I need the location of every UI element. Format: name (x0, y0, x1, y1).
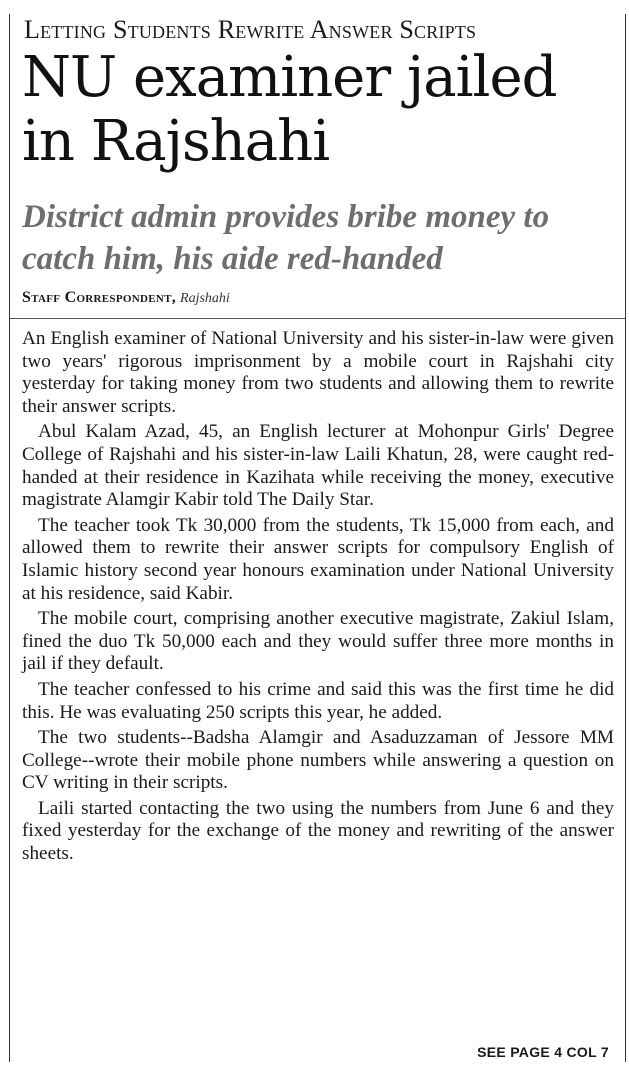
article-headline: NU examiner jailed in Rajshahi (22, 45, 557, 174)
byline (22, 288, 230, 309)
continuation-link[interactable]: SEE PAGE 4 COL 7 (477, 1044, 609, 1060)
article-paragraph: The mobile court, comprising another executive magistrate, Zakiul Islam, fined the duo Tk 50,000 each and they would suffer three more months in jail if they default. (22, 608, 614, 675)
article-body (22, 328, 614, 869)
article-kicker: Letting Students Rewrite Answer Scripts (24, 15, 477, 44)
article-paragraph: Laili started contacting the two using the numbers from June 6 and they fixed yesterday for the exchange of the money and rewriting of the answer sheets. (22, 797, 614, 865)
article-paragraph: The teacher confessed to his crime and said this was the first time he did this. He was evaluating 250 scripts this year, he added. (22, 678, 614, 723)
article-paragraph: The teacher took Tk 30,000 from the students, Tk 15,000 from each, and allowed them to rewrite their answer scripts for compulsory English of Islamic history second year honours examination under National University at his residence, said Kabir. (22, 514, 614, 604)
article-subheadline: District admin provides bribe money to catch him, his aide red-handed (22, 199, 550, 277)
byline-divider (10, 318, 625, 319)
byline-author: Staff Correspondent, (22, 289, 177, 306)
article-paragraph: Abul Kalam Azad, 45, an English lecturer at Mohonpur Girls' Degree College of Rajshahi and his sister-in-law Laili Khatun, 28, were caught red-handed at their residence in Kazihata while receiving the money, executive magistrate Alamgir Kabir told The Daily Star. (22, 421, 614, 511)
column-rule-right (625, 14, 626, 1062)
article-paragraph: An English examiner of National University and his sister-in-law were given two years' rigorous imprisonment by a mobile court in Rajshahi city yesterday for taking money from two students and allowing them to rewrite their answer scripts. (22, 328, 614, 417)
byline-location: Rajshahi (180, 291, 230, 306)
column-rule-left (9, 14, 10, 1062)
article-paragraph: The two students--Badsha Alamgir and Asaduzzaman of Jessore MM College--wrote their mobile phone numbers while answering a question on CV writing in their scripts. (22, 727, 614, 794)
